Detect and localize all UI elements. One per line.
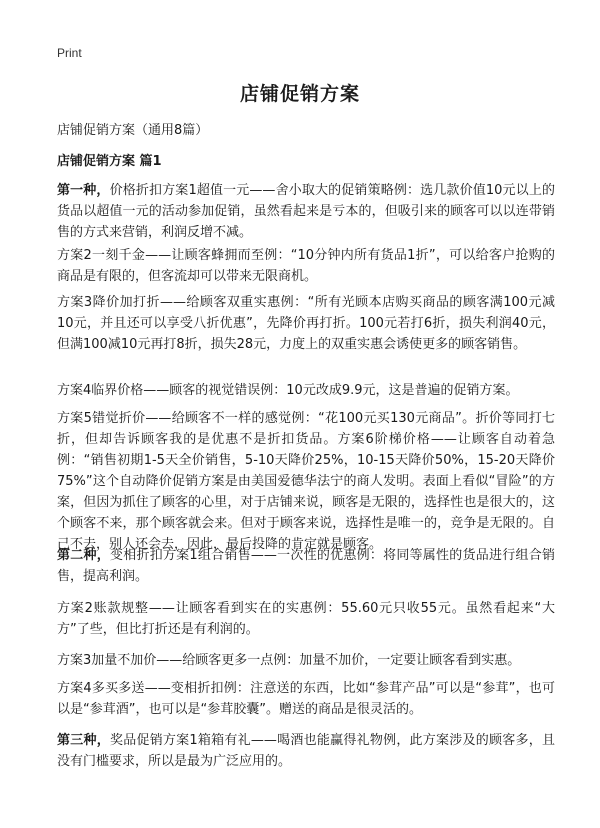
paragraph — [57, 292, 555, 355]
page-title: 店铺促销方案 — [239, 83, 360, 105]
paragraph — [57, 678, 555, 720]
paragraph-text: 奖品促销方案1箱箱有礼——喝酒也能赢得礼物例，此方案涉及的顾客多，且没有门槛要求，所以是最为广泛应用的。 — [57, 733, 555, 769]
paragraph-text: 方案2一刻千金——让顾客蜂拥而至例：“10分钟内所有货品1折”，可以给客户抢购的商品是有限的，但客流却可以带来无限商机。 — [57, 248, 555, 284]
paragraph-text: 价格折扣方案1超值一元——舍小取大的促销策略例：选几款价值10元以上的货品以超值一元的活动参加促销，虽然看起来是亏本的，但吸引来的顾客可以以连带销售的方式来营销，利润反增不减。 — [57, 183, 555, 240]
paragraph-text: 方案4多买多送——变相折扣例：注意送的东西，比如“参茸产品”可以是“参茸”，也可以是“参茸酒”，也可以是“参茸胶囊”。赠送的商品是很灵活的。 — [57, 681, 555, 717]
paragraph-text: 方案2账款规整——让顾客看到实在的实惠例：55.60元只收55元。虽然看起来“大方”了些，但比打折还是有利润的。 — [57, 601, 555, 637]
section-heading: 店铺促销方案 篇1 — [57, 154, 162, 169]
paragraph — [57, 380, 555, 401]
paragraph — [57, 408, 555, 555]
print-link[interactable]: Print — [57, 46, 82, 60]
paragraph-lead: 第三种， — [57, 733, 110, 748]
paragraph — [57, 180, 555, 243]
paragraph-text: 方案4临界价格——顾客的视觉错误例：10元改成9.9元，这是普遍的促销方案。 — [57, 383, 519, 398]
paragraph — [57, 730, 555, 772]
paragraph-text: 方案3降价加打折——给顾客双重实惠例：“所有光顾本店购买商品的顾客满100元减10元，并且还可以享受八折优惠”，先降价再打折。100元若打6折，损失利润40元，但满100减10元再打8折，损失28元，力度上的双重实惠会诱使更多的顾客销售。 — [57, 295, 555, 352]
paragraph-text: 方案5错觉折价——给顾客不一样的感觉例：“花100元买130元商品”。折价等同打七折，但却告诉顾客我的是优惠不是折扣货品。方案6阶梯价格——让顾客自动着急例：“销售初期1-5天全价销售，5-10天降价25%，10-15天降价50%，15-20天降价75%”这个自动降价促销方案是由美国爱德华法宁的商人发明。表面上看似“冒险”的方案，但因为抓住了顾客的心里，对于店铺来说，顾客是无限的，选择性也是很大的，这个顾客不来，那个顾客就会来。但对于顾客来说，选择性是唯一的，竞争是无限的。自己不去，别人还会去，因此，最后投降的肯定就是顾客。 — [57, 411, 555, 552]
document-subtitle: 店铺促销方案（通用8篇） — [57, 123, 209, 138]
paragraph-text: 方案3加量不加价——给顾客更多一点例：加量不加价，一定要让顾客看到实惠。 — [57, 653, 521, 668]
paragraph — [57, 598, 555, 640]
paragraph — [57, 245, 555, 287]
paragraph-lead: 第一种， — [57, 183, 110, 198]
paragraph-lead: 第二种， — [57, 548, 110, 563]
paragraph-text: 变相折扣方案1组合销售——一次性的优惠例：将同等属性的货品进行组合销售，提高利润。 — [57, 548, 555, 584]
paragraph — [57, 650, 555, 671]
paragraph — [57, 545, 555, 587]
